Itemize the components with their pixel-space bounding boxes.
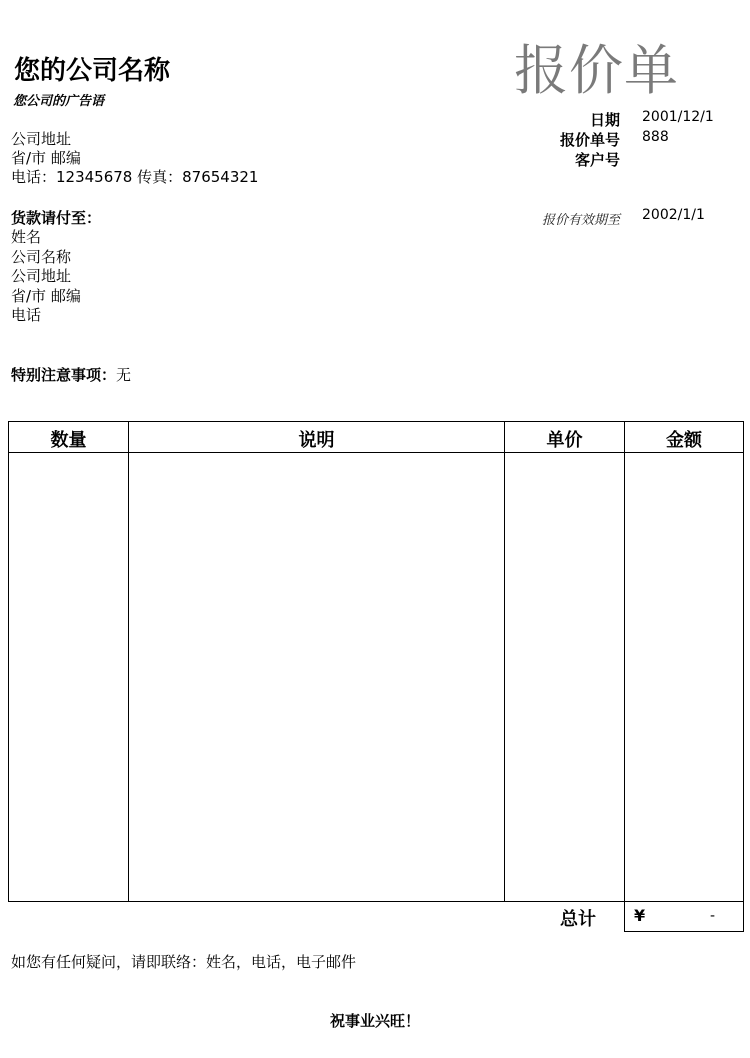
header-quantity: 数量 — [50, 430, 87, 451]
header-description: 说明 — [298, 430, 335, 451]
quote-number-value: 888 — [642, 129, 669, 145]
column-divider — [504, 422, 505, 901]
header-unit-price: 单价 — [546, 430, 583, 451]
column-divider — [128, 422, 129, 901]
bill-to-address: 公司地址 — [11, 267, 72, 285]
company-address: 公司地址 — [11, 130, 72, 148]
company-contact: 电话：12345678 传真：87654321 — [11, 168, 259, 186]
special-notes — [11, 364, 131, 385]
customer-number-label: 客户号 — [574, 151, 620, 169]
bill-to-province-zip: 省/市 邮编 — [11, 287, 81, 305]
bill-to-heading: 货款请付至： — [11, 209, 102, 227]
total-value: - — [710, 908, 716, 924]
header-amount: 金额 — [666, 430, 702, 451]
column-divider — [624, 422, 625, 901]
bill-to-name: 姓名 — [11, 228, 42, 246]
items-table — [8, 421, 744, 902]
company-province-zip: 省/市 邮编 — [11, 149, 81, 167]
bill-to-company: 公司名称 — [11, 248, 72, 266]
valid-until-value: 2002/1/1 — [642, 207, 705, 223]
company-slogan: 您公司的广告语 — [13, 94, 105, 109]
contact-footer: 如您有任何疑问，请即联络：姓名，电话，电子邮件 — [11, 953, 357, 971]
date-label: 日期 — [589, 111, 620, 129]
document-title: 报价单 — [514, 39, 679, 102]
total-label: 总计 — [560, 909, 596, 930]
date-value: 2001/12/1 — [642, 109, 714, 125]
valid-until-label: 报价有效期至 — [541, 213, 620, 228]
closing-message: 祝事业兴旺！ — [329, 1012, 420, 1030]
currency-symbol: ¥ — [634, 906, 646, 925]
special-notes-value: 无 — [116, 366, 132, 384]
company-name: 您的公司名称 — [14, 56, 171, 86]
bill-to-phone: 电话 — [11, 306, 42, 324]
special-notes-label: 特别注意事项： — [11, 366, 117, 384]
quote-number-label: 报价单号 — [559, 131, 620, 149]
